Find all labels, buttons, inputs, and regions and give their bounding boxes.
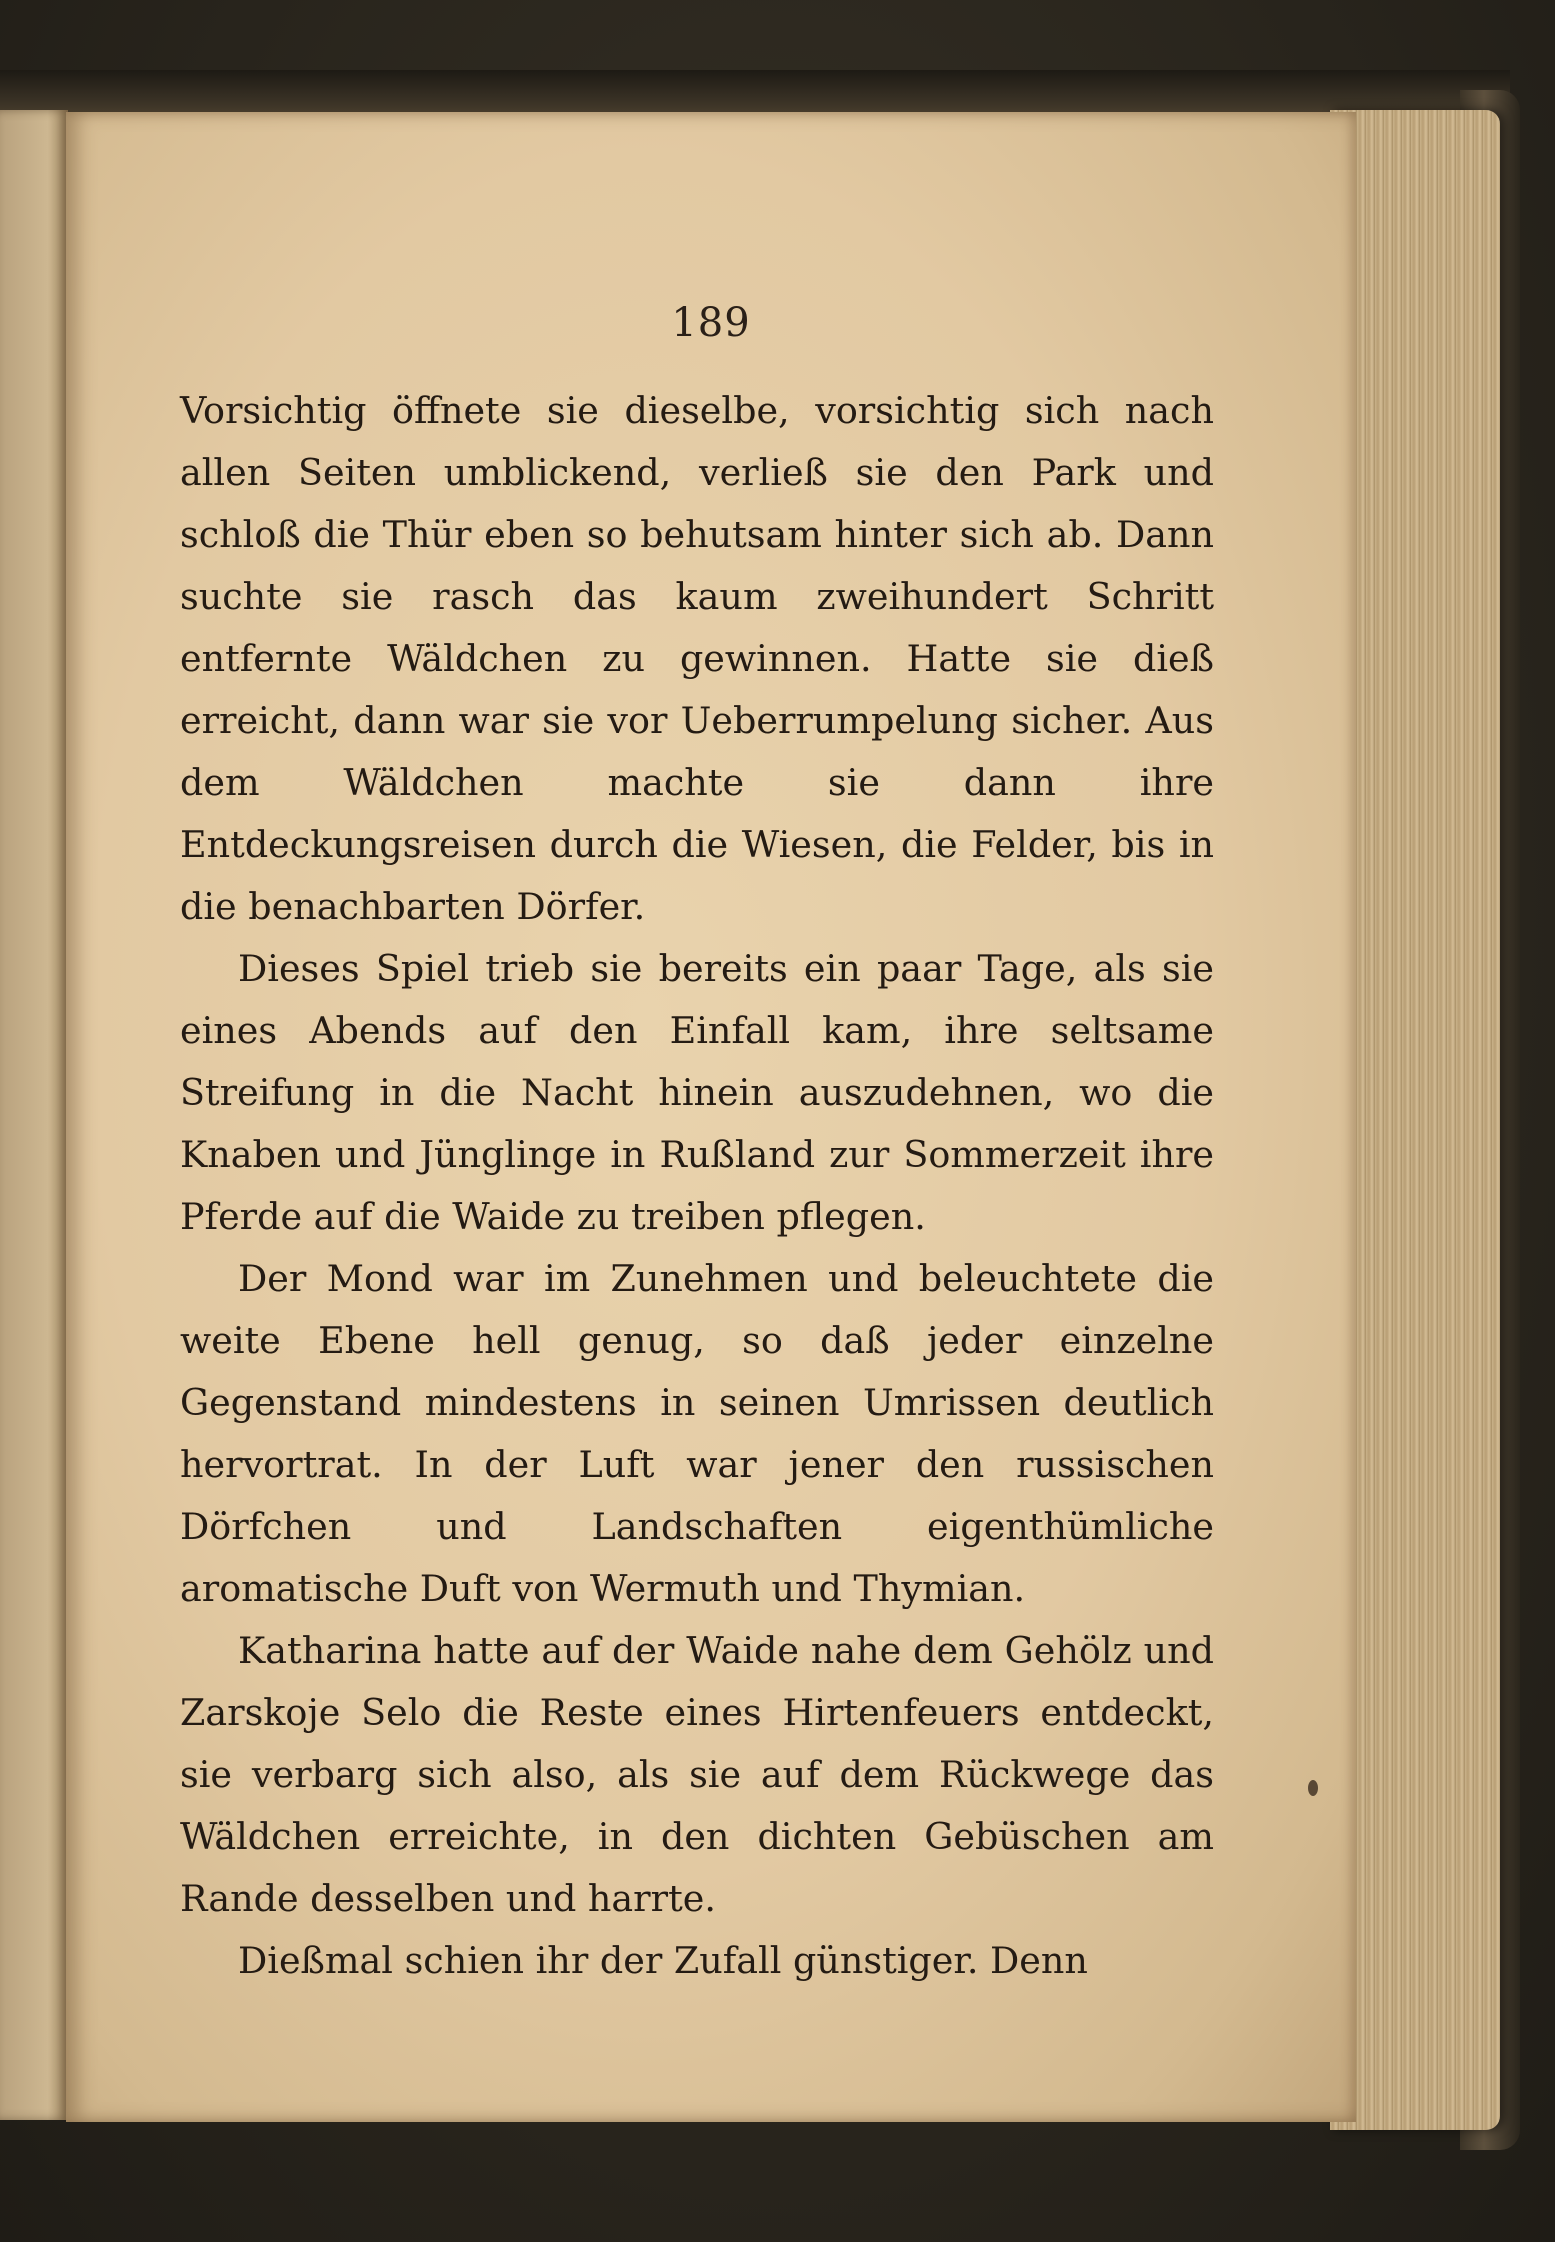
paragraph: Vorsichtig öffnete sie dieselbe, vorsichtig sich nach allen Seiten umblickend, verließ sie den Park und schloß die Thür eben so behutsam hinter sich ab. Dann suchte sie rasch das kaum zweihundert Schritt entfernte Wäldchen zu gewinnen. Hatte sie dieß erreicht, dann war sie vor Ueberrumpelung sicher. Aus dem Wäldchen machte sie dann ihre Entdeckungsreisen durch die Wiesen, die Felder, bis in die benachbarten Dörfer. [180,389,1214,928]
previous-page-edge [0,110,68,2120]
page-number: 189 [671,300,751,346]
page-text [180,380,1214,1992]
paragraph: Katharina hatte auf der Waide nahe dem Gehölz und Zarskoje Selo die Reste eines Hirtenfeuers entdeckt, sie verbarg sich also, als sie auf dem Rückwege das Wäldchen erreichte, in den dichten Gebüschen am Rande desselben und harrte. [180,1629,1214,1920]
book-page [66,112,1356,2122]
paragraph: Dieses Spiel trieb sie bereits ein paar Tage, als sie eines Abends auf den Einfall kam, ihre seltsame Streifung in die Nacht hinein auszudehnen, wo die Knaben und Jünglinge in Rußland zur Sommerzeit ihre Pferde auf die Waide zu treiben pflegen. [180,947,1214,1238]
paragraph: Dießmal schien ihr der Zufall günstiger. Denn [238,1939,1088,1982]
ink-spot [1308,1780,1318,1796]
paragraph: Der Mond war im Zunehmen und beleuchtete die weite Ebene hell genug, so daß jeder einzelne Gegenstand mindestens in seinen Umrissen deutlich hervortrat. In der Luft war jener den russischen Dörfchen und Landschaften eigenthümliche aromatische Duft von Wermuth und Thymian. [180,1257,1214,1610]
